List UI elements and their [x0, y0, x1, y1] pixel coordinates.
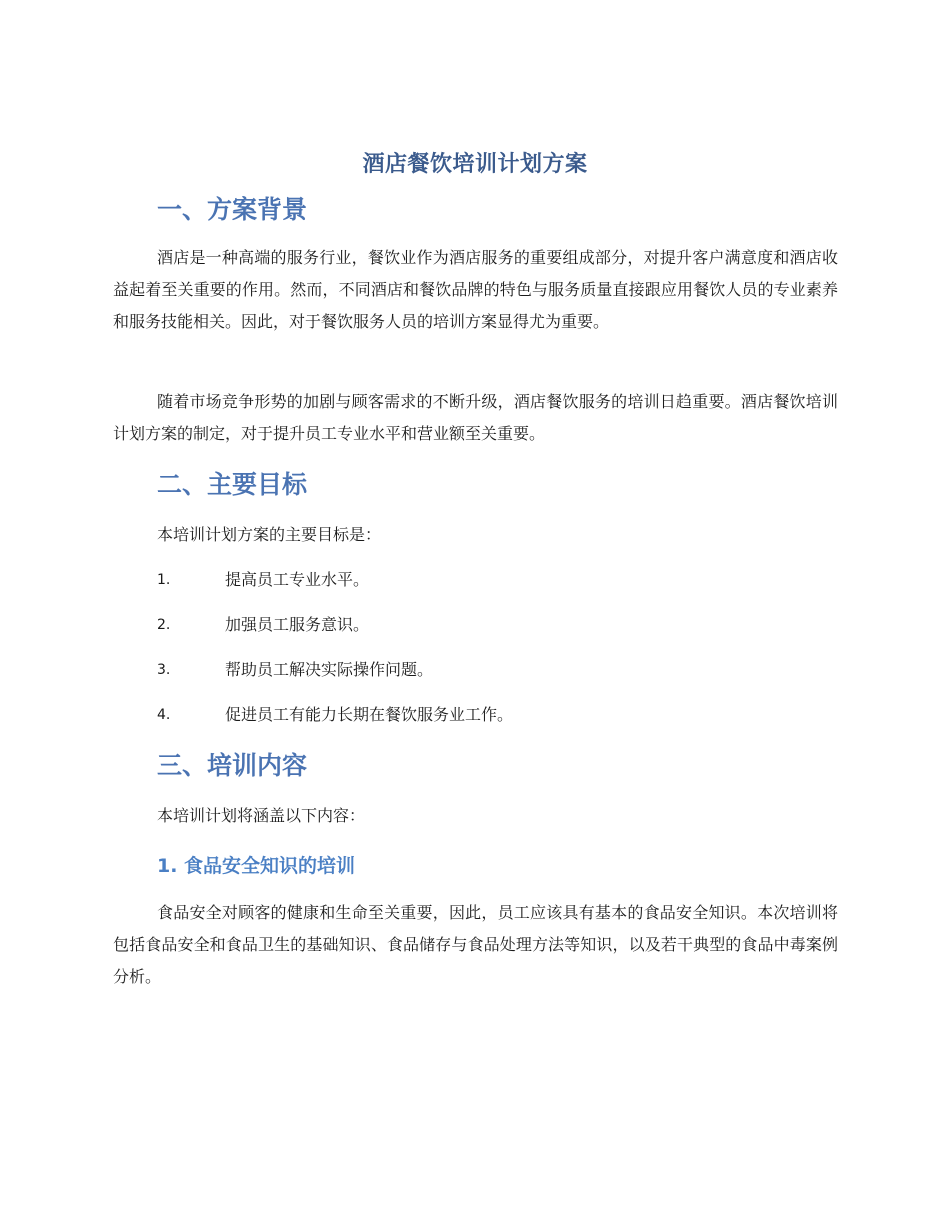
list-item-number: 2. — [157, 617, 171, 633]
paragraph-food-safety: 食品安全对顾客的健康和生命至关重要，因此，员工应该具有基本的食品安全知识。本次培训将包括食品安全和食品卫生的基础知识、食品储存与食品处理方法等知识，以及若干典型的食品中毒案例分析。 — [113, 903, 838, 986]
document-title: 酒店餐饮培训计划方案 — [362, 152, 588, 177]
list-item-number: 3. — [157, 662, 171, 678]
list-item-text: 帮助员工解决实际操作问题。 — [225, 660, 434, 679]
paragraph-background-2: 随着市场竞争形势的加剧与顾客需求的不断升级，酒店餐饮服务的培训日趋重要。酒店餐饮培训计划方案的制定，对于提升员工专业水平和营业额至关重要。 — [113, 392, 838, 443]
subsection-heading-food-safety: 1. 食品安全知识的培训 — [157, 855, 356, 877]
section-heading-background: 一、方案背景 — [157, 195, 308, 224]
list-item-text: 促进员工有能力长期在餐饮服务业工作。 — [225, 705, 514, 724]
list-item-text: 提高员工专业水平。 — [225, 570, 370, 589]
section-heading-content: 三、培训内容 — [157, 751, 308, 780]
goals-intro: 本培训计划方案的主要目标是： — [157, 525, 382, 544]
section-heading-goals: 二、主要目标 — [157, 470, 308, 499]
list-item-number: 1. — [157, 572, 171, 588]
list-item-number: 4. — [157, 707, 171, 723]
list-item-text: 加强员工服务意识。 — [225, 615, 370, 634]
paragraph-background-1: 酒店是一种高端的服务行业，餐饮业作为酒店服务的重要组成部分，对提升客户满意度和酒店收益起着至关重要的作用。然而，不同酒店和餐饮品牌的特色与服务质量直接跟应用餐饮人员的专业素养和服务技能相关。因此，对于餐饮服务人员的培训方案显得尤为重要。 — [113, 248, 838, 331]
content-intro: 本培训计划将涵盖以下内容： — [157, 806, 366, 825]
